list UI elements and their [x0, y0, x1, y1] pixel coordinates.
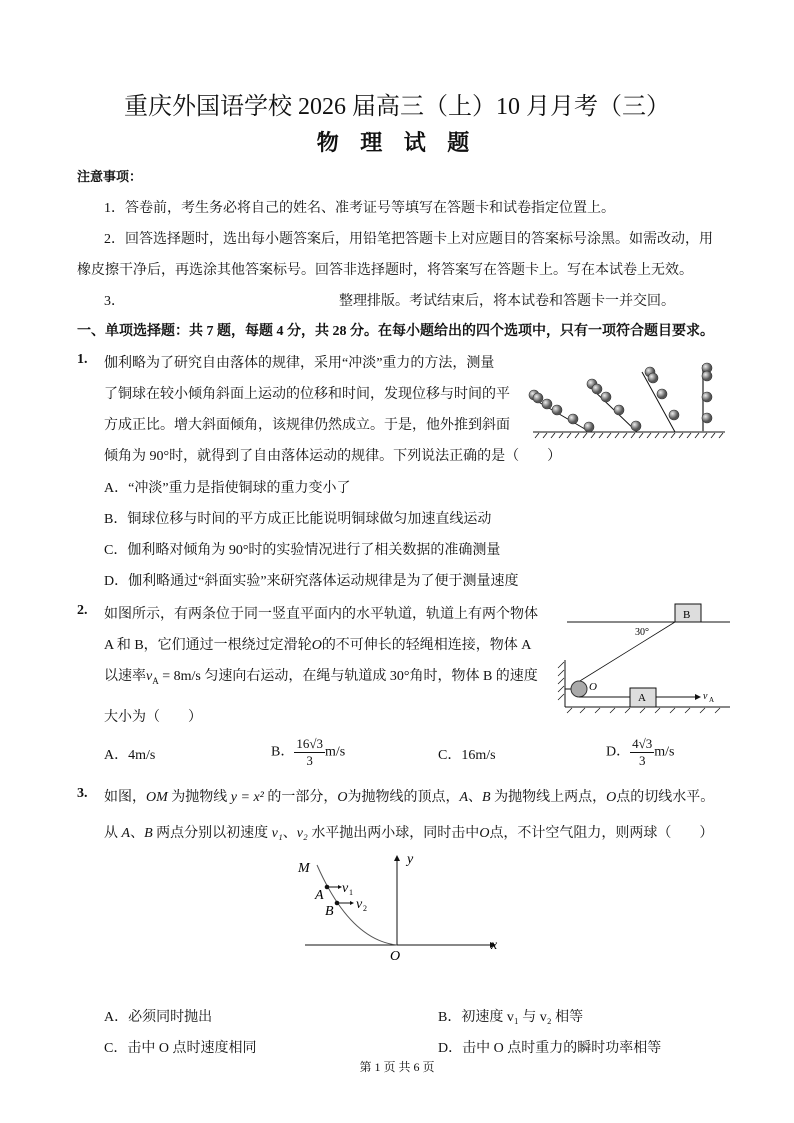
parabola-figure	[290, 845, 510, 965]
text: 的不可伸长的轻绳相连接，物体 A	[321, 638, 532, 653]
text: 两点分别以初速度	[152, 826, 272, 841]
q1-option-c: C．伽利略对倾角为 90°时的实验情况进行了相关数据的准确测量	[104, 543, 501, 558]
v1-subscript: 1	[349, 888, 353, 897]
q3-option-d: D．击中 O 点时重力的瞬时功率相等	[438, 1041, 662, 1056]
text: 从	[104, 826, 122, 841]
text: OM	[146, 790, 168, 805]
text: m/s	[324, 744, 346, 760]
q1-text: 方成正比。增大斜面倾角，该规律仍然成立。于是，他外推到斜面	[104, 418, 510, 433]
text: 为抛物线	[167, 790, 231, 805]
text: B	[144, 826, 153, 841]
x-axis-label: x	[491, 938, 498, 953]
notice-item: 3．	[104, 294, 125, 309]
q1-option-a: A．“冲淡”重力是指使铜球的重力变小了	[104, 481, 351, 496]
text: 如图，	[104, 790, 146, 805]
text: D．	[606, 744, 631, 760]
text: 点，不计空气阻力，则两球（ ）	[489, 826, 714, 841]
text: 为抛物线上两点，	[490, 790, 607, 805]
angle-label: 30°	[635, 627, 649, 638]
text: 3	[306, 753, 313, 768]
text: O	[311, 638, 322, 653]
text: A	[152, 675, 159, 686]
text: A	[459, 790, 469, 805]
text: v₂	[296, 826, 308, 841]
q2-option-c: C．16m/s	[438, 748, 496, 763]
text: 、	[282, 826, 297, 841]
text: O	[606, 790, 617, 805]
q3-option-a: A．必须同时抛出	[104, 1010, 213, 1025]
velocity-subscript: A	[709, 696, 715, 704]
q2-text	[104, 634, 531, 654]
q2-option-d	[606, 736, 675, 769]
pulley-figure	[555, 600, 735, 715]
subject-title: 物 理 试 题	[316, 130, 478, 155]
q3-text	[104, 822, 713, 842]
q1-option-d: D．伽利略通过“斜面实验”来研究落体运动规律是为了便于测量速度	[104, 574, 519, 589]
y-axis-label: y	[407, 852, 414, 867]
page-footer: 第 1 页 共 6 页	[359, 1060, 435, 1074]
section-heading: 一、单项选择题：共 7 题，每题 4 分，共 28 分。在每小题给出的四个选项中，只有一项符合题目要求。	[77, 324, 714, 339]
text: 为抛物线的顶点，	[347, 790, 460, 805]
point-b-label: B	[325, 904, 334, 919]
q1-option-b: B．铜球位移与时间的平方成正比能说明铜球做匀加速直线运动	[104, 512, 492, 527]
q2-option-b	[271, 736, 345, 769]
q2-text: 大小为（ ）	[104, 710, 202, 725]
text: 4√3	[632, 736, 653, 751]
text: 的一部分，	[263, 790, 338, 805]
question-number: 2.	[77, 603, 88, 618]
fraction	[630, 736, 654, 769]
text: v	[146, 669, 153, 684]
q3-option-b: B．初速度 v₁ 与 v₂ 相等	[438, 1010, 584, 1025]
point-a-label: A	[315, 888, 324, 903]
text: O	[479, 826, 490, 841]
text: 点的切线水平。	[616, 790, 715, 805]
block-a-label: A	[638, 692, 646, 704]
text: v₁	[271, 826, 283, 841]
q2-option-a: A．4m/s	[104, 748, 156, 763]
q3-text	[104, 786, 714, 806]
text: O	[337, 790, 348, 805]
text: 16√3	[296, 736, 323, 751]
notice-item: 2．回答选择题时，选出每小题答案后，用铅笔把答题卡上对应题目的答案标号涂黑。如需改动，用	[104, 232, 713, 247]
notice-heading: 注意事项：	[77, 169, 143, 184]
pulley-label: O	[589, 681, 597, 693]
exam-title: 重庆外国语学校 2026 届高三（上）10 月月考（三）	[124, 94, 670, 120]
text: = 8m/s 匀速向右运动，在绳与轨道成 30°角时，物体 B 的速度	[158, 669, 538, 684]
q2-text	[104, 665, 538, 686]
origin-label: O	[390, 949, 401, 964]
v2-label: v	[356, 897, 363, 912]
text: B．	[271, 744, 295, 760]
q1-text: 倾角为 90°时，就得到了自由落体运动的规律。下列说法正确的是（ ）	[104, 449, 562, 464]
text: 3	[638, 753, 646, 768]
text: 水平抛出两小球，同时击中	[307, 826, 480, 841]
fraction	[294, 736, 325, 769]
question-number: 1.	[77, 352, 88, 367]
block-b-label: B	[683, 609, 691, 621]
v1-label: v	[342, 881, 349, 896]
notice-item: 整理排版。考试结束后，将本试卷和答题卡一并交回。	[339, 294, 675, 309]
text: A 和 B，它们通过一根绕过定滑轮	[104, 638, 312, 653]
text: y = x²	[230, 790, 264, 805]
text: A	[121, 826, 131, 841]
text: 、	[468, 790, 483, 805]
q3-option-c: C．击中 O 点时速度相同	[104, 1041, 257, 1056]
text: m/s	[654, 744, 675, 760]
point-m-label: M	[298, 861, 310, 876]
text: B	[482, 790, 491, 805]
q1-text: 了铜球在较小倾角斜面上运动的位移和时间，发现位移与时间的平	[104, 387, 510, 402]
v2-subscript: 2	[363, 904, 367, 913]
text: 以速率	[104, 669, 146, 684]
inclined-plane-figure	[525, 355, 735, 440]
q1-text: 伽利略为了研究自由落体的规律，采用“冲淡”重力的方法，测量	[104, 356, 495, 371]
notice-item: 橡皮擦干净后，再选涂其他答案标号。回答非选择题时，将答案写在答题卡上。写在本试卷上无效。	[77, 263, 693, 278]
velocity-label: v	[703, 691, 708, 702]
text: 、	[130, 826, 145, 841]
q2-text: 如图所示，有两条位于同一竖直平面内的水平轨道，轨道上有两个物体	[104, 607, 538, 622]
question-number: 3.	[77, 786, 88, 801]
notice-item: 1．答卷前，考生务必将自己的姓名、准考证号等填写在答题卡和试卷指定位置上。	[104, 201, 615, 216]
